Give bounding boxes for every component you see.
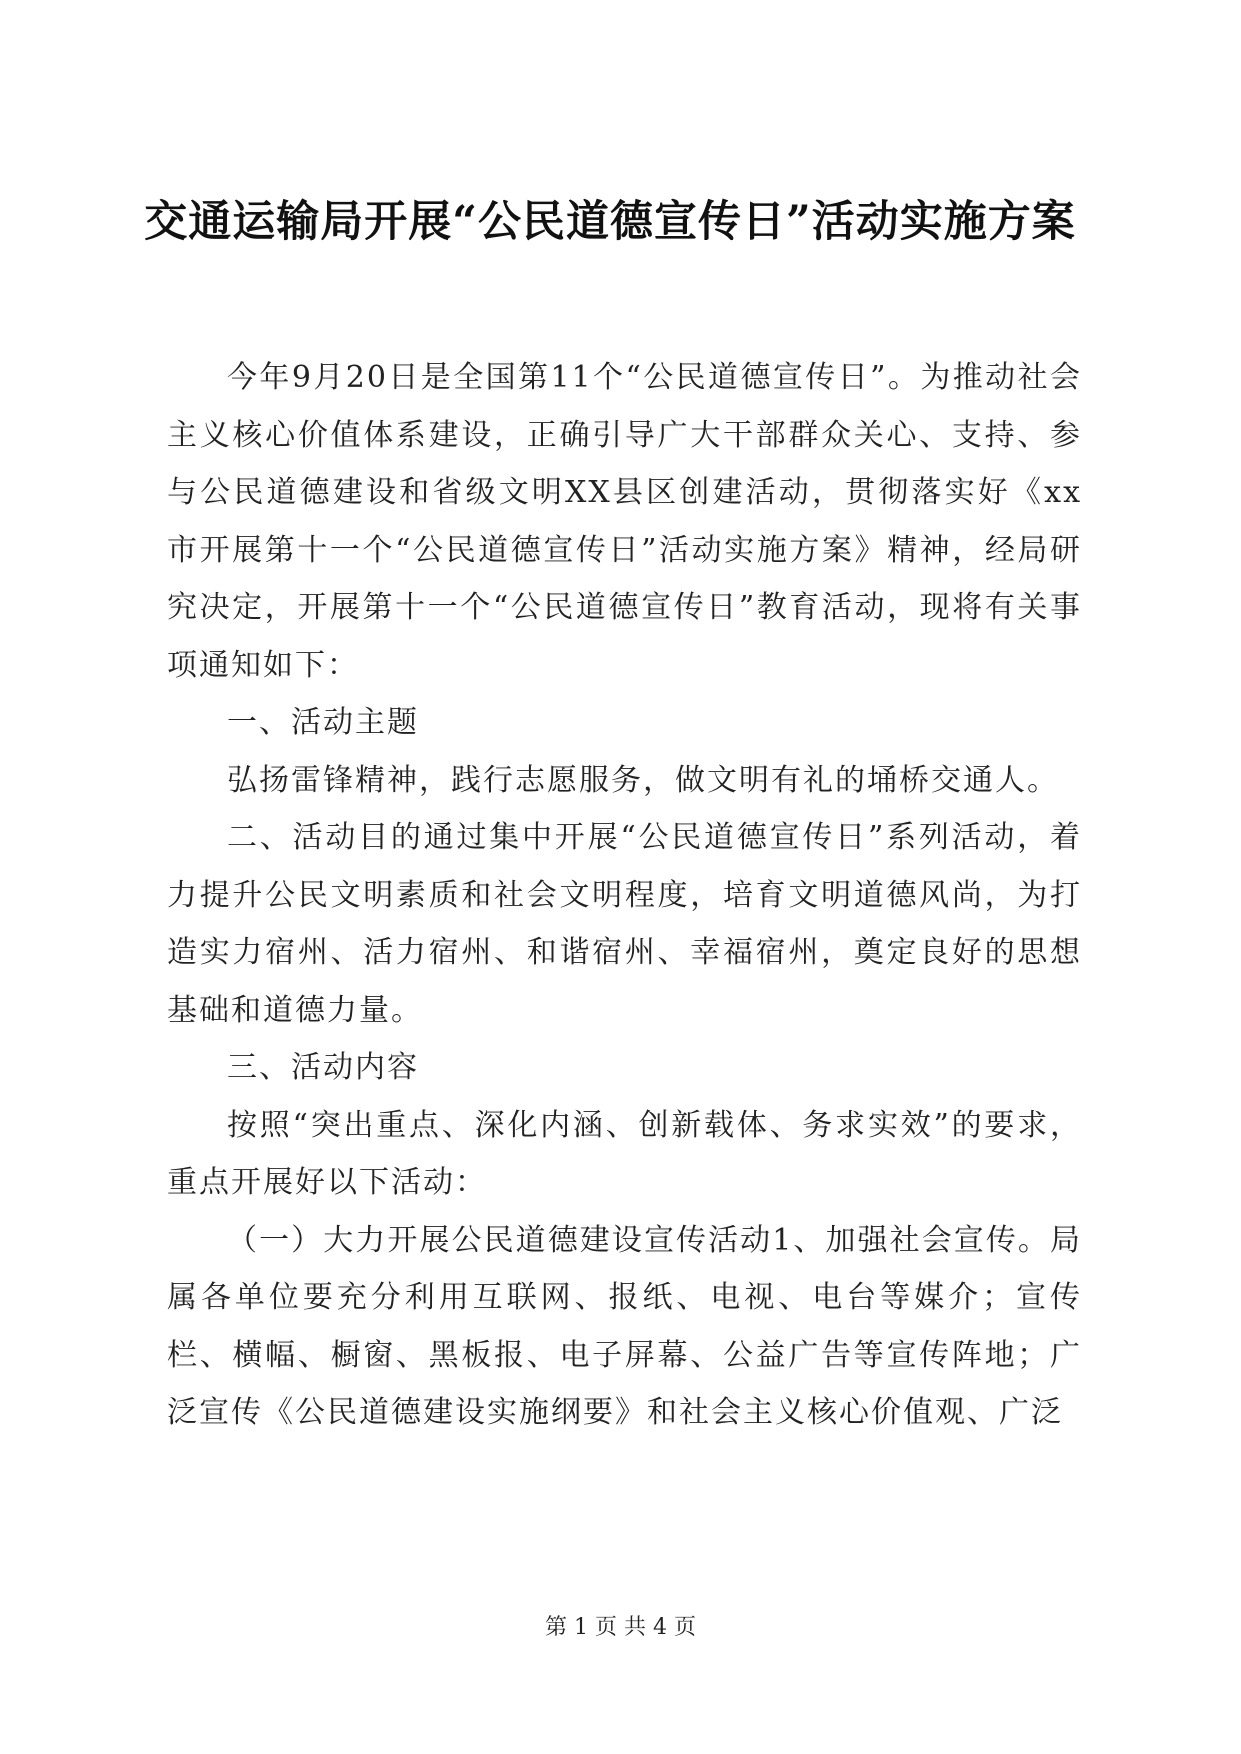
paragraph-publicity: （一）大力开展公民道德建设宣传活动1、加强社会宣传。局属各单位要充分利用互联网、报纸、电视、电台等媒介；宣传栏、横幅、橱窗、黑板报、电子屏幕、公益广告等宣传阵地；广泛宣传《公民道德建设实施纲要》和社会主义核心价值观、广泛 bbox=[167, 1222, 1082, 1430]
heading-activity-content: 三、活动内容 bbox=[227, 1050, 419, 1085]
paragraph-intro: 今年9月20日是全国第11个“公民道德宣传日”。为推动社会主义核心价值体系建设，正确引导广大干部群众关心、支持、参与公民道德建设和省级文明XX县区创建活动，贯彻落实好《xx市开展第十一个“公民道德宣传日”活动实施方案》精神，经局研究决定，开展第十一个“公民道德宣传日”教育活动，现将有关事项通知如下： bbox=[167, 360, 1082, 683]
paragraph-content: 按照“突出重点、深化内涵、创新载体、务求实效”的要求，重点开展好以下活动： bbox=[167, 1107, 1082, 1200]
document-title: 交通运输局开展“公民道德宣传日”活动实施方案 bbox=[144, 197, 1076, 247]
paragraph-purpose: 二、活动目的通过集中开展“公民道德宣传日”系列活动，着力提升公民文明素质和社会文明程度，培育文明道德风尚，为打造实力宿州、活力宿州、和谐宿州、幸福宿州，奠定良好的思想基础和道德力量。 bbox=[167, 820, 1082, 1028]
paragraph-theme: 弘扬雷锋精神，践行志愿服务，做文明有礼的埇桥交通人。 bbox=[227, 762, 1059, 798]
document-body bbox=[167, 349, 1082, 1442]
heading-activity-theme: 一、活动主题 bbox=[227, 705, 419, 740]
page-footer: 第 1 页 共 4 页 bbox=[545, 1615, 696, 1640]
